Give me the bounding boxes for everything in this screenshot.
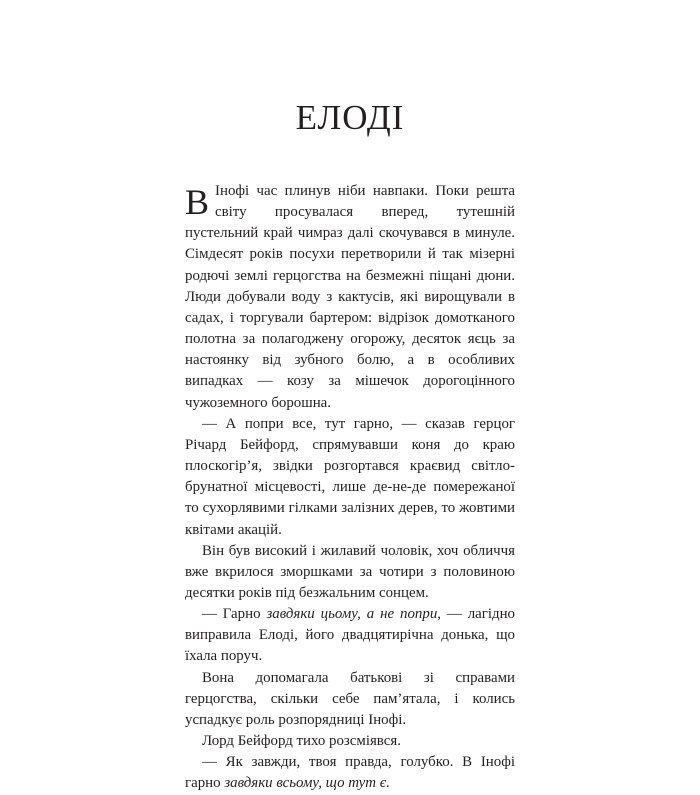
paragraph-2: — А попри все, тут гарно, — сказав герцог Річард Бейфорд, спрямувавши коня до краю плоскогір’я, звідки розгортався краєвид світло-брунатної місцевості, лише де-не-де помережаної то сухорлявими гілками залізних дерев, то жовтими квітами акацій. xyxy=(185,415,515,538)
paragraph-4-part-a: — Гарно xyxy=(202,606,267,623)
paragraph-7-part-a: — Як завжди, твоя правда, голубко. В Інофі гарно xyxy=(185,754,515,792)
paragraph-7-italic: завдяки всьому, що тут є. xyxy=(224,775,390,792)
paragraph-1-text: Інофі час плинув ніби навпаки. Поки решта світу просувалася вперед, тутешній пустельний край чимраз далі скочувався в минуле. Сімдесят років посухи перетворили й так мізерні родючі землі герцогства на безмежні піщані дюни. Люди добували воду з кактусів, які вирощували в садах, і торгували бартером: відрізок домотканого полотна за полагоджену огорожу, десяток яєць за настоянку від зубного болю, а в особливих випадках — козу за мішечок дорогоцінного чужоземного борошна. xyxy=(185,183,515,411)
chapter-body xyxy=(185,181,515,795)
paragraph-1 xyxy=(185,181,515,414)
paragraph-5: Вона допомагала батькові зі справами герцогства, скільки себе пам’ятала, і колись успадкує роль розпорядниці Інофі. xyxy=(185,669,515,728)
paragraph-6: Лорд Бейфорд тихо розсміявся. xyxy=(202,733,401,750)
paragraph-4-italic: завдяки цьому, а не попри xyxy=(266,606,438,623)
paragraph-3: Він був високий і жилавий чоловік, хоч обличчя вже вкрилося зморшками за чотири з половиною десятки років під безжальним сонцем. xyxy=(185,542,515,601)
chapter-title: ЕЛОДІ xyxy=(295,98,405,137)
drop-cap: В xyxy=(185,182,210,222)
paragraph-4 xyxy=(185,604,515,667)
paragraph-4-part-c: , — лагідно виправила Елоді, його двадцятирічна донька, що їхала поруч. xyxy=(185,606,515,665)
paragraph-7 xyxy=(185,752,515,794)
